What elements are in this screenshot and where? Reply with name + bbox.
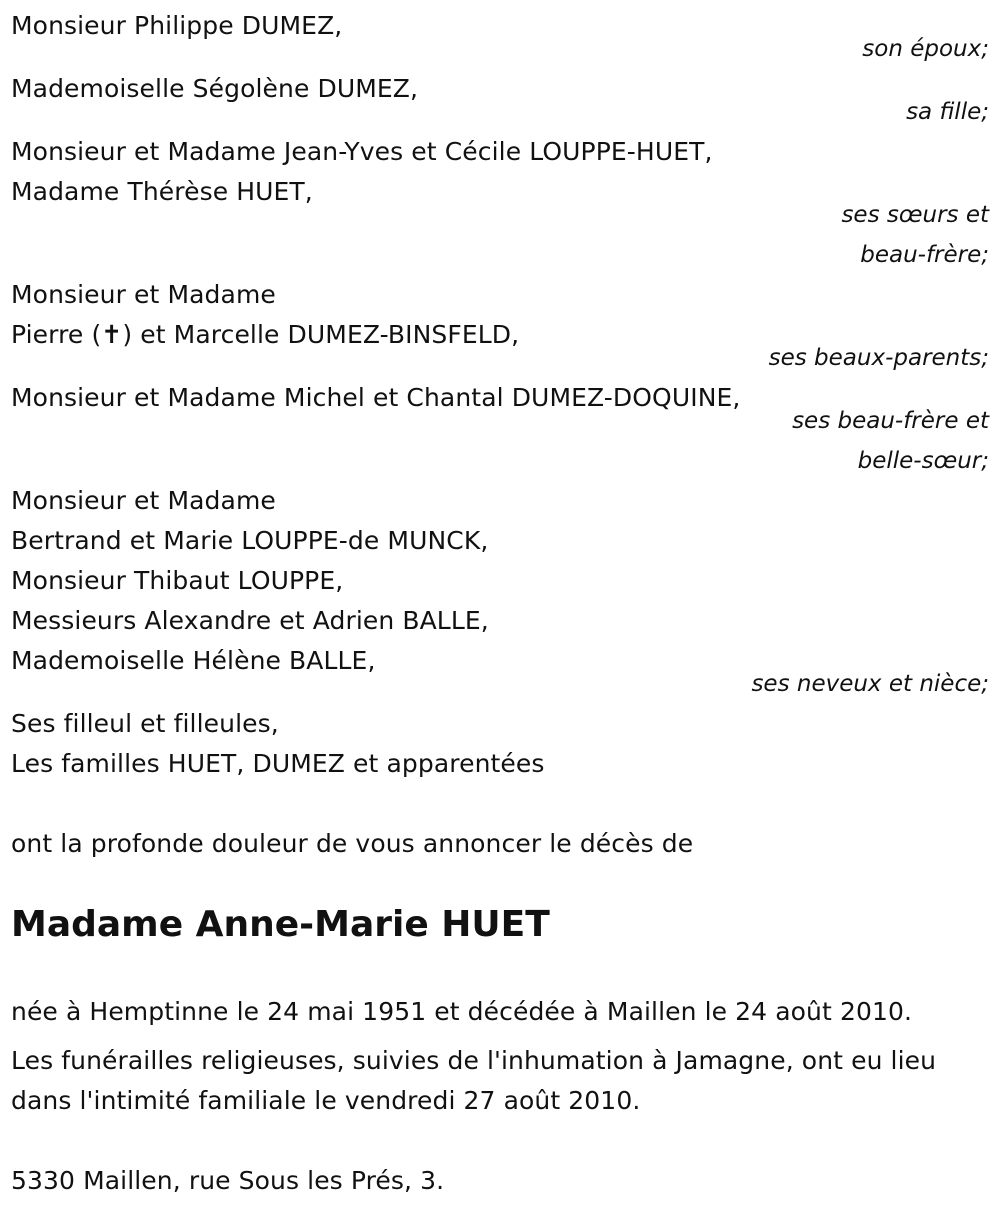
role-siblings-in-law-a: ses beau-frère et [792,408,989,434]
role-sisters-b: beau-frère; [860,242,989,268]
funeral-text-1: Les funérailles religieuses, suivies de l'inhumation à Jamagne, ont eu lieu [11,1046,937,1075]
role-spouse: son époux; [862,36,989,62]
birth-death-text: née à Hemptinne le 24 mai 1951 et décédée à Maillen le 24 août 2010. [11,997,913,1026]
family-l6: Pierre (✝) et Marcelle DUMEZ-BINSFELD, [11,320,520,349]
family-l8: Monsieur et Madame [11,486,276,515]
role-daughter: sa fille; [906,99,989,125]
role-parents-in-law: ses beaux-parents; [768,345,989,371]
role-siblings-in-law-b: belle-sœur; [857,448,989,474]
family-l13: Ses filleul et filleules, [11,709,279,738]
family-l5: Monsieur et Madame [11,280,276,309]
role-nephews: ses neveux et nièce; [751,671,989,697]
family-l1: Monsieur Philippe DUMEZ, [11,11,343,40]
family-l10: Monsieur Thibaut LOUPPE, [11,566,344,595]
family-l2: Mademoiselle Ségolène DUMEZ, [11,74,419,103]
family-l3: Monsieur et Madame Jean-Yves et Cécile LOUPPE-HUET, [11,137,713,166]
role-sisters-a: ses sœurs et [841,202,989,228]
family-l12: Mademoiselle Hélène BALLE, [11,646,376,675]
family-l9: Bertrand et Marie LOUPPE-de MUNCK, [11,526,489,555]
announcement-text: ont la profonde douleur de vous annoncer le décès de [11,829,694,858]
family-l14: Les familles HUET, DUMEZ et apparentées [11,749,545,778]
family-l11: Messieurs Alexandre et Adrien BALLE, [11,606,489,635]
family-l4: Madame Thérèse HUET, [11,177,313,206]
address-text: 5330 Maillen, rue Sous les Prés, 3. [11,1166,445,1195]
family-l7: Monsieur et Madame Michel et Chantal DUMEZ-DOQUINE, [11,383,741,412]
deceased-name: Madame Anne-Marie HUET [11,904,550,945]
funeral-text-2: dans l'intimité familiale le vendredi 27 août 2010. [11,1086,641,1115]
